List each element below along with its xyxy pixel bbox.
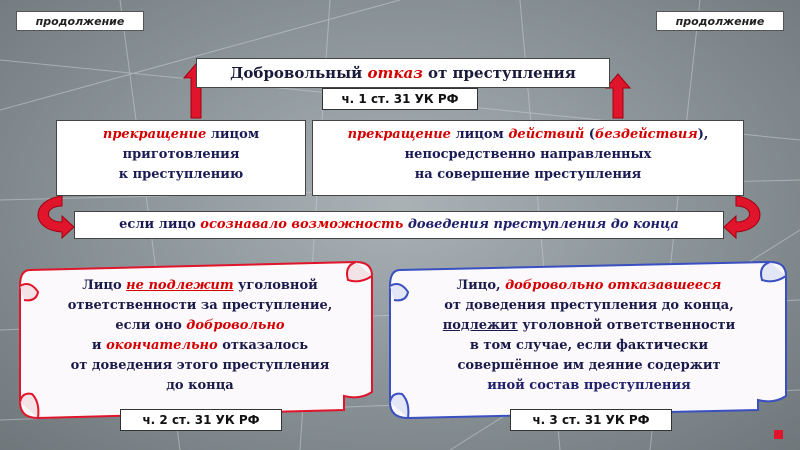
condition-bar: если лицо осознавало возможность доведения преступления до конца [74, 211, 724, 239]
article-ref-1: ч. 1 ст. 31 УК РФ [322, 88, 478, 110]
page-title: Добровольный отказ от преступления [196, 58, 610, 88]
corner-marker-icon [774, 430, 783, 439]
action-box: прекращение лицом действий (бездействия), непосредственно направленных на совершение преступления [312, 120, 744, 196]
scroll-right-text: Лицо, добровольно отказавшееся от доведения преступления до конца, подлежит уголовной ответственности в том случае, если фактически совершённое им деяние содержит иной состав преступления [442, 278, 736, 393]
continue-button-right[interactable]: продолжение [656, 11, 784, 31]
preparation-box: прекращение лицом приготовления к преступлению [56, 120, 306, 196]
article-ref-2: ч. 2 ст. 31 УК РФ [120, 409, 282, 431]
article-ref-3: ч. 3 ст. 31 УК РФ [510, 409, 672, 431]
scroll-left-text: Лицо не подлежит уголовной ответственности за преступление, если оно добровольно и окончательно отказалось от доведения этого преступления до конца [67, 278, 333, 393]
continue-button-left[interactable]: продолжение [16, 11, 144, 31]
